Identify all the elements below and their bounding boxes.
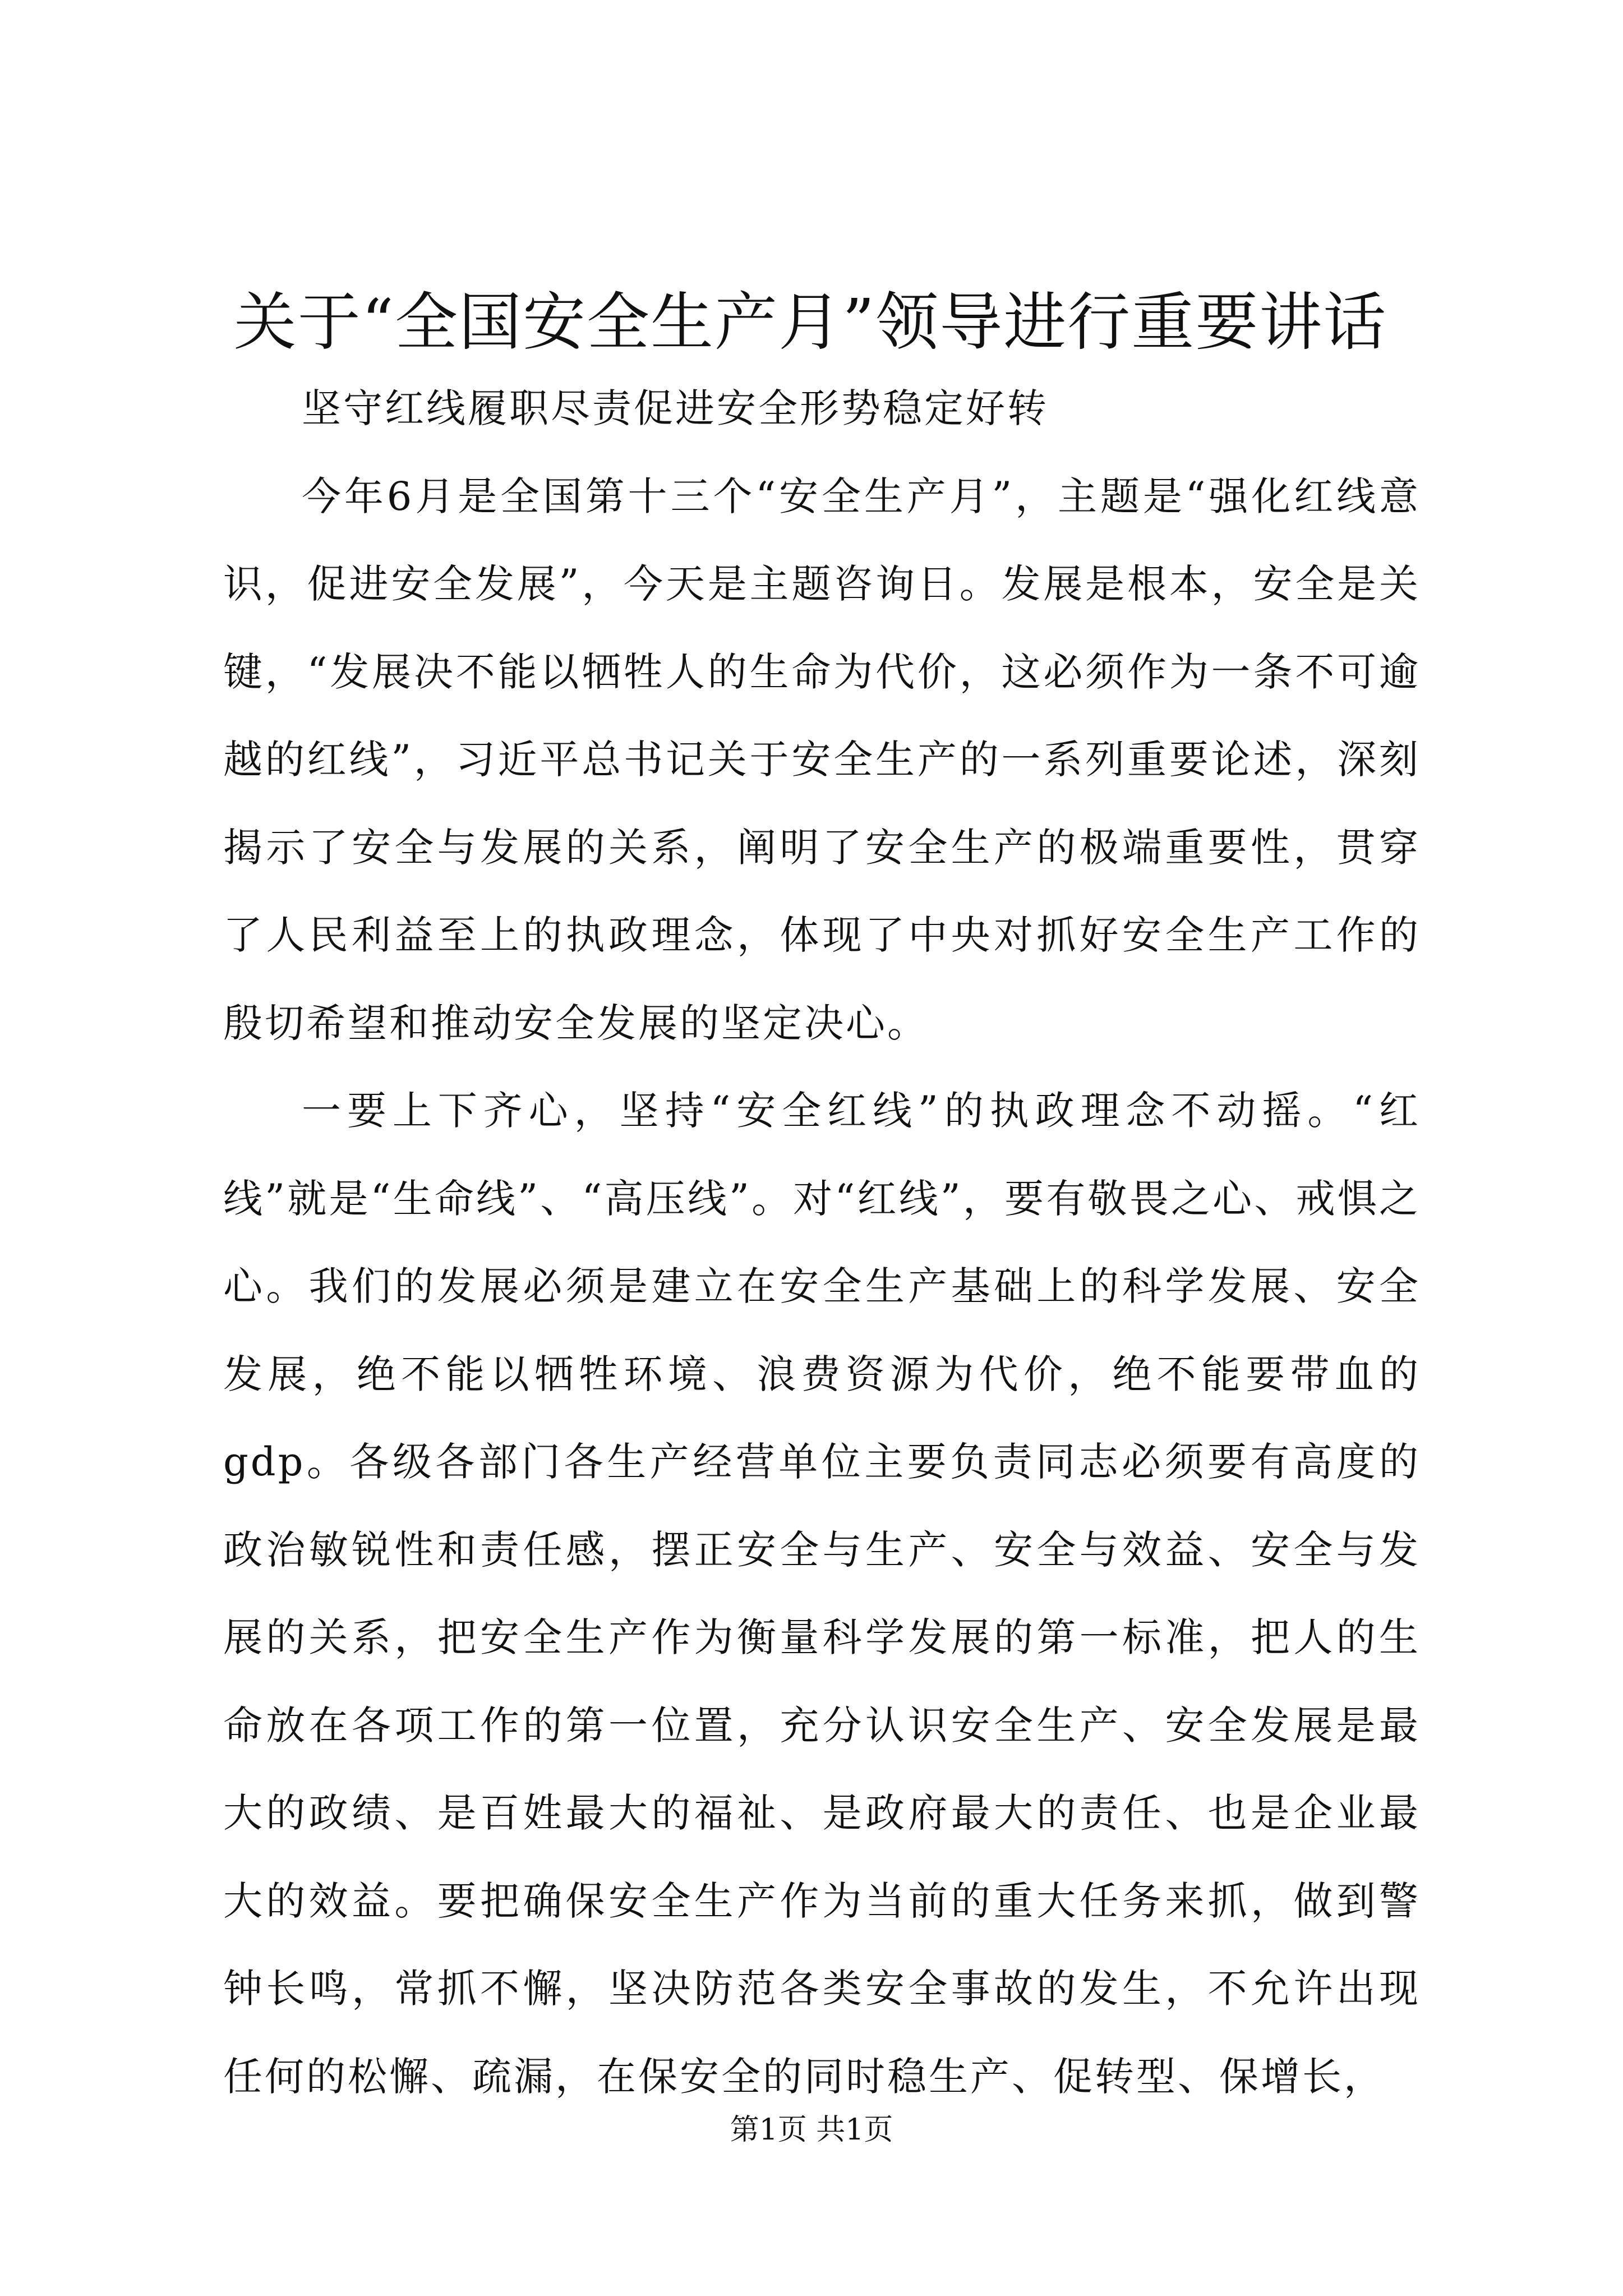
paragraph-2: 一要上下齐心，坚持“安全红线”的执政理念不动摇。“红线”就是“生命线”、“高压线”。对“红线”，要有敬畏之心、戒惧之心。我们的发展必须是建立在安全生产基础上的科学发展、安全发展，绝不能以牺牲环境、浪费资源为代价，绝不能要带血的gdp。各级各部门各生产经营单位主要负责同志必须要有高度的政治敏锐性和责任感，摆正安全与生产、安全与效益、安全与发展的关系，把安全生产作为衡量科学发展的第一标准，把人的生命放在各项工作的第一位置，充分认识安全生产、安全发展是最大的政绩、是百姓最大的福祉、是政府最大的责任、也是企业最大的效益。要把确保安全生产作为当前的重大任务来抓，做到警钟长鸣，常抓不懈，坚决防范各类安全事故的发生，不允许出现任何的松懈、疏漏，在保安全的同时稳生产、促转型、保增长， bbox=[223, 1088, 1421, 2100]
paragraph-1: 今年6月是全国第十三个“安全生产月”，主题是“强化红线意识，促进安全发展”，今天是主题咨询日。发展是根本，安全是关键，“发展决不能以牺牲人的生命为代价，这必须作为一条不可逾越的红线”，习近平总书记关于安全生产的一系列重要论述，深刻揭示了安全与发展的关系，阐明了安全生产的极端重要性，贯穿了人民利益至上的执政理念，体现了中央对抓好安全生产工作的殷切希望和推动安全发展的坚定决心。 bbox=[223, 473, 1421, 1046]
document-body bbox=[223, 365, 1421, 2120]
document-subtitle: 坚守红线履职尽责促进安全形势稳定好转 bbox=[302, 385, 1049, 431]
page-footer: 第1页 共1页 bbox=[730, 2113, 893, 2147]
document-title: 关于“全国安全生产月”领导进行重要讲话 bbox=[233, 286, 1387, 359]
